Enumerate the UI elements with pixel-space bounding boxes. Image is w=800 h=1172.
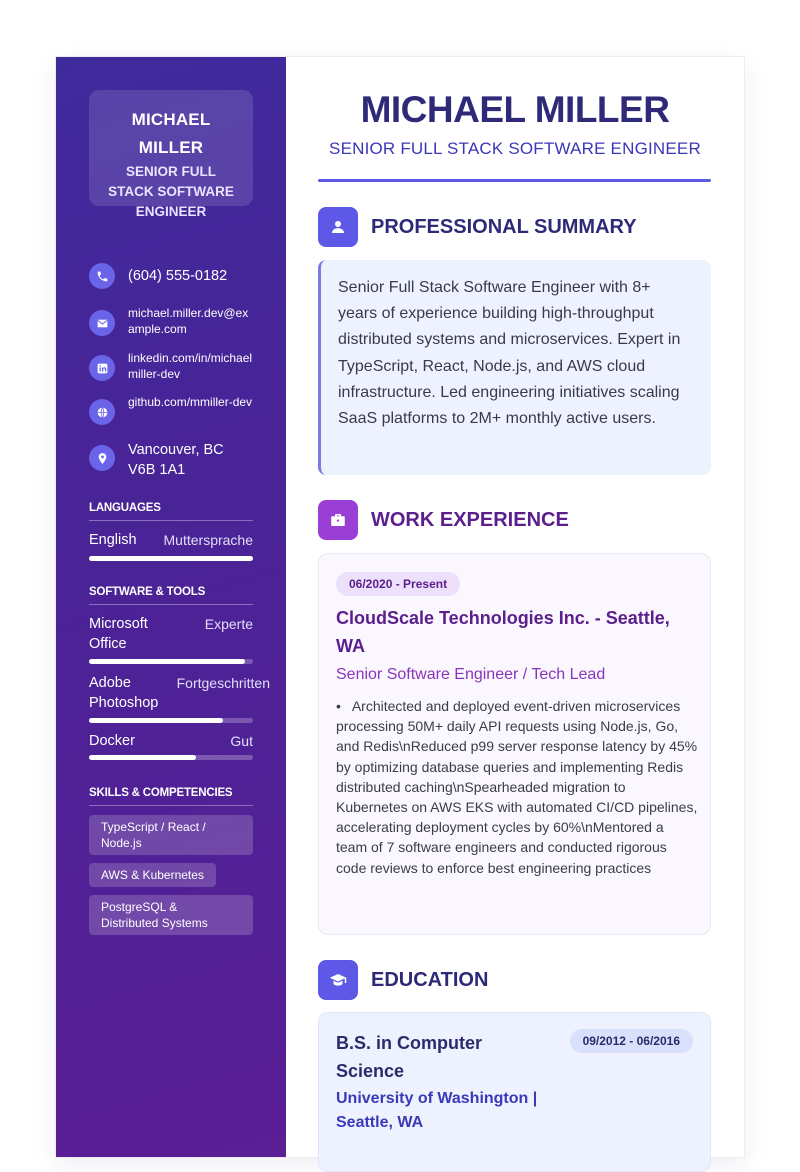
experience-entry <box>318 553 711 935</box>
education-school: University of Washington | Seattle, WA <box>336 1090 538 1131</box>
language-bar-fill <box>89 556 253 561</box>
sidebar <box>56 57 286 1157</box>
header-divider <box>318 179 711 182</box>
location-line-2: V6B 1A1 <box>128 462 186 478</box>
experience-description <box>336 696 698 878</box>
software-item-photoshop <box>89 673 270 723</box>
graduation-cap-icon <box>318 960 358 1000</box>
experience-company: CloudScale Technologies Inc. - Seattle, WA <box>336 608 670 656</box>
experience-section-header <box>318 500 569 540</box>
resume-page <box>56 57 744 1157</box>
linkedin-icon <box>89 355 115 381</box>
software-bar-fill <box>89 659 245 664</box>
software-bar-fill <box>89 755 196 760</box>
linkedin-text[interactable]: linkedin.com/in/michaelmiller-dev <box>128 351 253 381</box>
github-text[interactable]: github.com/mmiller-dev <box>128 395 253 409</box>
language-name: English <box>89 532 137 548</box>
email-text[interactable]: michael.miller.dev@example.com <box>128 306 249 336</box>
languages-heading: LANGUAGES <box>89 502 253 521</box>
education-degree: B.S. in Computer Science <box>336 1033 483 1081</box>
user-icon <box>318 207 358 247</box>
education-dates-badge: 09/2012 - 06/2016 <box>570 1029 693 1053</box>
sidebar-name-line-2: MILLER <box>138 138 204 157</box>
software-item-docker <box>89 731 253 760</box>
location-line-1: Vancouver, BC <box>128 442 224 458</box>
software-level: Experte <box>204 616 253 632</box>
experience-heading: WORK EXPERIENCE <box>371 508 569 531</box>
software-name: Microsoft Office <box>89 616 148 652</box>
skills-heading: SKILLS & COMPETENCIES <box>89 787 253 806</box>
bullet-icon: • <box>336 698 341 714</box>
language-bar <box>89 556 253 561</box>
software-name: Docker <box>89 733 135 749</box>
software-level: Fortgeschritten <box>176 675 270 691</box>
skill-tag: AWS & Kubernetes <box>89 863 216 887</box>
main-content <box>286 57 744 1157</box>
contact-email <box>89 305 253 337</box>
education-section-header <box>318 960 488 1000</box>
location-text <box>128 440 224 480</box>
software-bar <box>89 755 253 760</box>
contact-location <box>89 440 253 480</box>
email-icon <box>89 310 115 336</box>
education-heading: EDUCATION <box>371 968 489 991</box>
header-title: SENIOR FULL STACK SOFTWARE ENGINEER <box>329 139 701 158</box>
software-name: Adobe Photoshop <box>89 675 159 711</box>
contact-linkedin <box>89 350 253 382</box>
education-entry <box>318 1012 711 1172</box>
sidebar-title-line-1: SENIOR FULL <box>126 164 216 179</box>
experience-dates-badge: 06/2020 - Present <box>336 572 460 596</box>
software-heading: SOFTWARE & TOOLS <box>89 586 253 605</box>
sidebar-name-line-1: MICHAEL <box>131 110 211 129</box>
sidebar-title-line-2: STACK SOFTWARE <box>108 184 234 199</box>
software-bar-fill <box>89 718 223 723</box>
contact-phone <box>89 263 253 289</box>
language-level: Muttersprache <box>163 532 253 548</box>
phone-text[interactable]: (604) 555-0182 <box>128 268 228 284</box>
briefcase-icon <box>318 500 358 540</box>
header-name: MICHAEL MILLER <box>360 89 670 130</box>
software-item-office <box>89 614 253 664</box>
contact-github <box>89 394 253 425</box>
software-bar <box>89 659 253 664</box>
sidebar-title-line-3: ENGINEER <box>135 204 207 219</box>
experience-description-text: Architected and deployed event-driven microservices processing 50M+ daily API requests using Node.js, Go, and Redis\nReduced p99 server response latency by 45% by optimizing database queries and implementing Redis distributed caching\nSpearheaded migration to Kubernetes on AWS EKS with automated CI/CD pipelines, accelerating deployment cycles by 60%\nMentored a team of 7 software engineers and conducted rigorous code reviews to enforce best engineering practices <box>336 698 698 876</box>
name-card <box>89 90 253 219</box>
summary-section-header <box>318 207 637 247</box>
skill-tag: PostgreSQL & Distributed Systems <box>89 895 253 935</box>
summary-heading: PROFESSIONAL SUMMARY <box>371 215 637 238</box>
skill-tag: TypeScript / React / Node.js <box>89 815 253 855</box>
language-item <box>89 530 253 561</box>
summary-box: Senior Full Stack Software Engineer with 8+ years of experience building high-throughput distributed systems and microservices. Expert in TypeScript, React, Node.js, and AWS cloud infrastructure. Led engineering initiatives scaling SaaS platforms to 2M+ monthly active users. <box>318 260 711 475</box>
experience-role: Senior Software Engineer / Tech Lead <box>336 666 606 683</box>
software-bar <box>89 718 253 723</box>
sidebar-content <box>89 90 270 930</box>
location-pin-icon <box>89 445 115 471</box>
globe-icon <box>89 399 115 425</box>
phone-icon <box>89 263 115 289</box>
software-level: Gut <box>230 733 253 749</box>
